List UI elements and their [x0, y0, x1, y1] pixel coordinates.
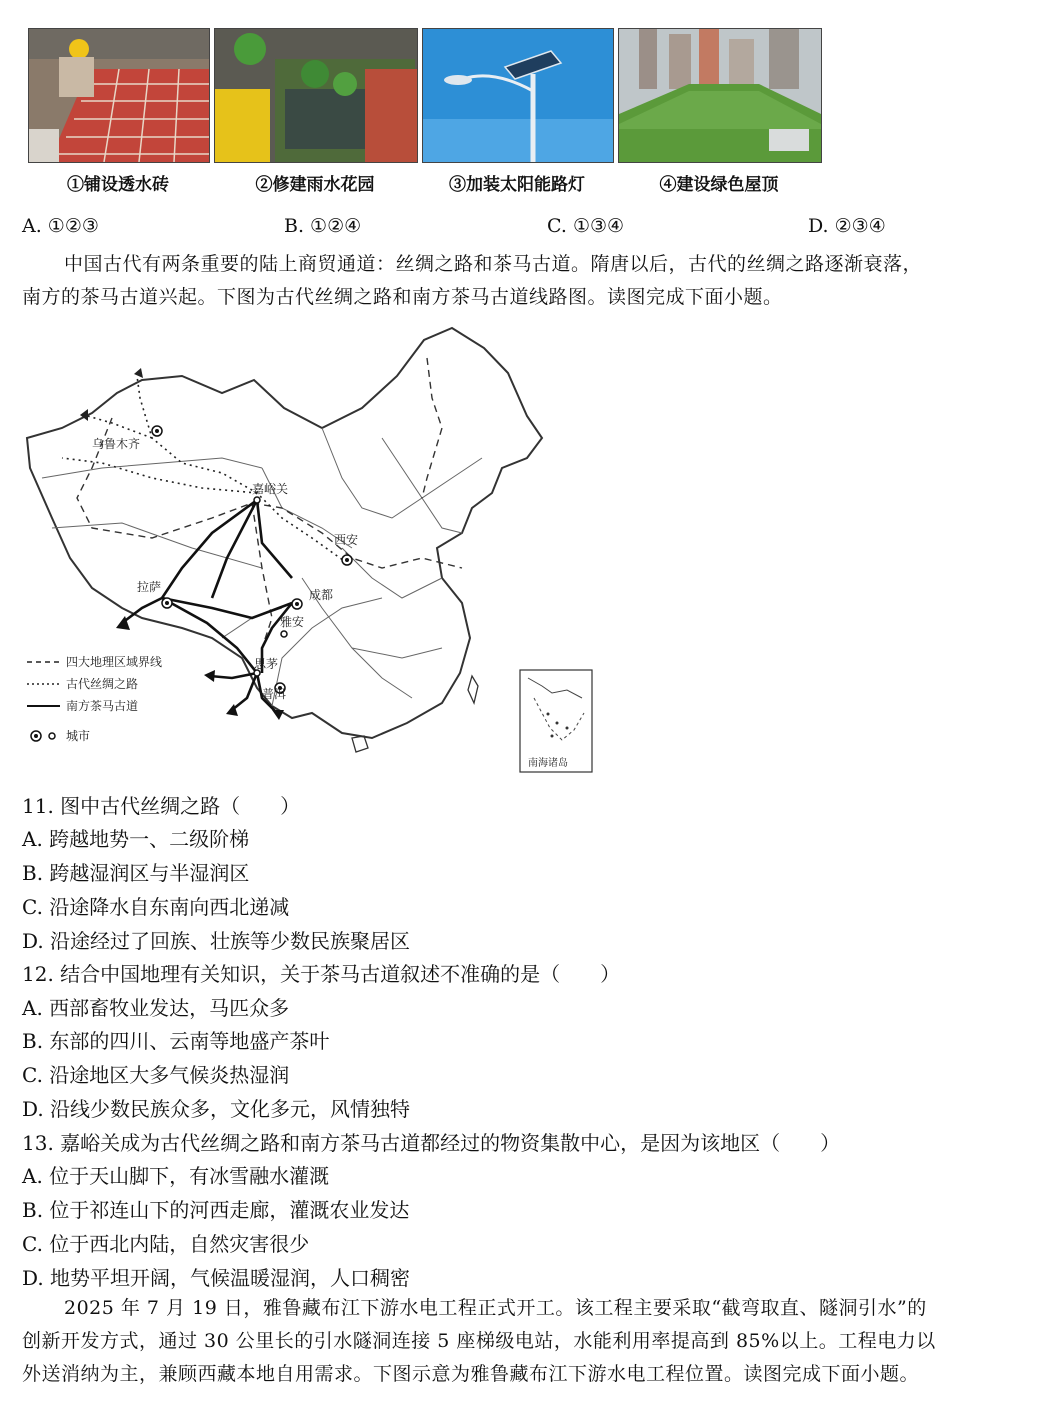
legend-city-label: 城市: [66, 729, 91, 743]
green-roof-image: [619, 29, 821, 162]
city-label-jiayuguan: 嘉峪关: [252, 482, 289, 496]
city-label-simao: 思茅: [254, 657, 279, 671]
q11-option-d[interactable]: D. 沿途经过了回族、壮族等少数民族聚居区: [22, 929, 411, 953]
intro1-line2: 南方的茶马古道兴起。下图为古代丝绸之路和南方茶马古道线路图。读图完成下面小题。: [22, 286, 783, 308]
intro-paragraph-trade-routes: [22, 248, 1052, 314]
legend-tea-road-label: 南方茶马古道: [66, 699, 139, 713]
q12-stem: 12. 结合中国地理有关知识，关于茶马古道叙述不准确的是（ ）: [22, 962, 621, 986]
intro2-line1: 2025 年 7 月 19 日，雅鲁藏布江下游水电工程正式开工。该工程主要采取“截弯取直、隧洞引水”的: [64, 1297, 927, 1319]
solar-streetlight-image: [423, 29, 613, 162]
photo-caption-1: ①铺设透水砖: [67, 175, 169, 195]
intro2-line2: 创新开发方式，通过 30 公里长的引水隧洞连接 5 座梯级电站，水能利用率提高到 85%以上。工程电力以: [22, 1330, 936, 1352]
photo-solar-streetlight: [422, 28, 614, 163]
prev-option-a[interactable]: A. ①②③: [22, 215, 99, 237]
prev-option-d[interactable]: D. ②③④: [808, 215, 886, 237]
city-label-yaan: 雅安: [280, 615, 305, 629]
q11-option-b[interactable]: B. 跨越湿润区与半湿润区: [22, 861, 250, 885]
q13-option-a[interactable]: A. 位于天山脚下，有冰雪融水灌溉: [22, 1164, 330, 1188]
silk-road-arrow-north: [134, 368, 143, 378]
photo-caption-2: ②修建雨水花园: [255, 175, 375, 195]
prev-option-b[interactable]: B. ①②④: [284, 215, 362, 237]
q13-option-d[interactable]: D. 地势平坦开阔，气候温暖湿润，人口稠密: [22, 1266, 411, 1290]
photo-caption-3: ③加装太阳能路灯: [449, 175, 585, 195]
legend-boundary-label: 四大地理区域界线: [66, 655, 163, 669]
south-china-sea-inset: [520, 670, 592, 772]
city-label-lhasa: 拉萨: [137, 580, 162, 594]
q13-option-b[interactable]: B. 位于祁连山下的河西走廊，灌溉农业发达: [22, 1198, 410, 1222]
q13-stem: 13. 嘉峪关成为古代丝绸之路和南方茶马古道都经过的物资集散中心，是因为该地区（ ）: [22, 1131, 841, 1155]
city-label-urumqi: 乌鲁木齐: [92, 437, 141, 451]
city-label-chengdu: 成都: [309, 588, 334, 602]
tea-road-arrow-west: [204, 670, 215, 682]
city-markers: [152, 426, 352, 693]
q12-option-c[interactable]: C. 沿途地区大多气候炎热湿润: [22, 1063, 290, 1087]
trade-routes-map: [22, 318, 597, 776]
inset-label-south-china-sea: 南海诸岛: [528, 758, 568, 769]
q11-option-a[interactable]: A. 跨越地势一、二级阶梯: [22, 827, 250, 851]
city-label-puer: 普洱: [262, 687, 287, 701]
photo-rain-garden: [214, 28, 418, 163]
q12-option-a[interactable]: A. 西部畜牧业发达，马匹众多: [22, 996, 290, 1020]
map-legend: [27, 654, 162, 743]
intro2-line3: 外送消纳为主，兼顾西藏本地自用需求。下图示意为雅鲁藏布江下游水电工程位置。读图完成下面小题。: [22, 1363, 920, 1385]
q11-option-c[interactable]: C. 沿途降水自东南向西北递减: [22, 895, 290, 919]
hainan-outline: [352, 736, 368, 752]
rain-garden-image: [215, 29, 417, 162]
prev-option-c[interactable]: C. ①③④: [547, 215, 625, 237]
q12-option-b[interactable]: B. 东部的四川、云南等地盛产茶叶: [22, 1029, 330, 1053]
q13-option-c[interactable]: C. 位于西北内陆，自然灾害很少: [22, 1232, 310, 1256]
tea-road-arrow-southeast: [272, 710, 284, 720]
prev-question-options: [22, 215, 1032, 243]
region-boundary-lines: [77, 358, 462, 648]
legend-silk-road-label: 古代丝绸之路: [66, 677, 139, 691]
intro1-line1: 中国古代有两条重要的陆上商贸通道：丝绸之路和茶马古道。隋唐以后，古代的丝绸之路逐渐衰落，: [64, 253, 923, 275]
city-label-xian: 西安: [334, 533, 359, 547]
photo-caption-4: ④建设绿色屋顶: [659, 175, 779, 195]
q12-option-d[interactable]: D. 沿线少数民族众多，文化多元，风情独特: [22, 1097, 411, 1121]
q11-stem: 11. 图中古代丝绸之路（ ）: [22, 794, 301, 818]
permeable-bricks-image: [29, 29, 209, 162]
photo-permeable-bricks: [28, 28, 210, 163]
intro-paragraph-hydropower: [22, 1292, 1052, 1391]
taiwan-outline: [468, 676, 478, 703]
photo-green-roof: [618, 28, 822, 163]
